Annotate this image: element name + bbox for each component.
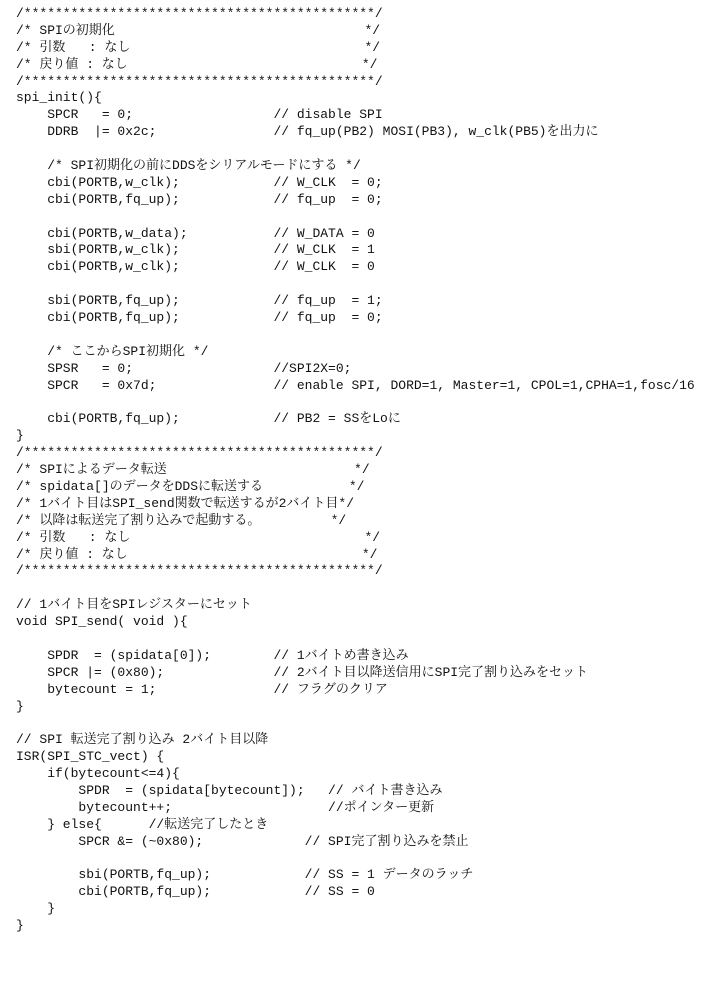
code-line: /* SPIの初期化 */ (16, 22, 381, 38)
code-line: cbi(PORTB,fq_up); // SS = 0 (16, 884, 375, 900)
code-line: DDRB |= 0x2c; // fq_up(PB2) MOSI(PB3), w_clk(PB5)を出力に (16, 124, 599, 140)
code-line: /* 引数 : なし */ (16, 529, 381, 545)
code-line: /* 引数 : なし */ (16, 39, 381, 55)
code-line: SPCR = 0x7d; // enable SPI, DORD=1, Master=1, CPOL=1,CPHA=1,fosc/16 (16, 377, 695, 393)
code-line: sbi(PORTB,fq_up); // fq_up = 1; (16, 293, 383, 309)
code-line: /* 戻り値 : なし */ (16, 56, 378, 72)
code-line: cbi(PORTB,w_clk); // W_CLK = 0 (16, 259, 375, 275)
code-line: // 1バイト目をSPIレジスターにセット (16, 597, 252, 613)
code-line: } else{ //転送完了したとき (16, 816, 269, 832)
code-line: cbi(PORTB,fq_up); // fq_up = 0; (16, 310, 383, 326)
code-line (16, 327, 695, 344)
code-line: ISR(SPI_STC_vect) { (16, 749, 165, 765)
code-line: // SPI 転送完了割り込み 2バイト目以降 (16, 732, 269, 748)
code-line: cbi(PORTB,fq_up); // fq_up = 0; (16, 191, 383, 207)
code-line: } (16, 918, 24, 934)
code-line: sbi(PORTB,w_clk); // W_CLK = 1 (16, 242, 375, 258)
code-line (16, 631, 695, 648)
code-line: SPCR = 0; // disable SPI (16, 107, 383, 123)
code-line: SPDR = (spidata[0]); // 1バイトめ書き込み (16, 647, 409, 663)
code-line: /* 戻り値 : なし */ (16, 546, 378, 562)
code-line: /*********************************************/ (16, 445, 383, 461)
code-line: } (16, 698, 24, 714)
code-line: SPCR |= (0x80); // 2バイト目以降送信用にSPI完了割り込みをセット (16, 664, 589, 680)
code-line: spi_init(){ (16, 90, 102, 106)
code-line: /* spidata[]のデータをDDSに転送する */ (16, 478, 365, 494)
code-line (16, 394, 695, 411)
code-line: /*********************************************/ (16, 73, 383, 89)
source-code-listing (16, 6, 695, 935)
code-line: SPCR &= (~0x80); // SPI完了割り込みを禁止 (16, 833, 469, 849)
code-line: SPSR = 0; //SPI2X=0; (16, 360, 352, 376)
code-line: cbi(PORTB,w_clk); // W_CLK = 0; (16, 174, 383, 190)
code-line: /* ここからSPI初期化 */ (16, 343, 209, 359)
code-line (16, 209, 695, 226)
code-line (16, 141, 695, 158)
code-line (16, 715, 695, 732)
code-line: if(bytecount<=4){ (16, 766, 180, 782)
code-line: bytecount = 1; // フラグのクリア (16, 681, 388, 697)
code-line: /*********************************************/ (16, 563, 383, 579)
code-line: cbi(PORTB,w_data); // W_DATA = 0 (16, 225, 375, 241)
code-line: SPDR = (spidata[bytecount]); // バイト書き込み (16, 782, 443, 798)
code-line: /* 以降は転送完了割り込みで起動する。 */ (16, 512, 347, 528)
code-line: /* 1バイト目はSPI_send関数で転送するが2バイト目*/ (16, 495, 355, 511)
code-line: void SPI_send( void ){ (16, 614, 188, 630)
code-line: /* SPI初期化の前にDDSをシリアルモードにする */ (16, 158, 361, 174)
code-line: cbi(PORTB,fq_up); // PB2 = SSをLoに (16, 411, 401, 427)
code-line (16, 580, 695, 597)
code-line: bytecount++; //ポインター更新 (16, 799, 435, 815)
code-line: } (16, 428, 24, 444)
code-line: /*********************************************/ (16, 6, 383, 21)
code-line: /* SPIによるデータ転送 */ (16, 462, 370, 478)
code-line (16, 276, 695, 293)
code-line (16, 851, 695, 868)
code-line: sbi(PORTB,fq_up); // SS = 1 データのラッチ (16, 867, 474, 883)
code-line: } (16, 901, 56, 917)
